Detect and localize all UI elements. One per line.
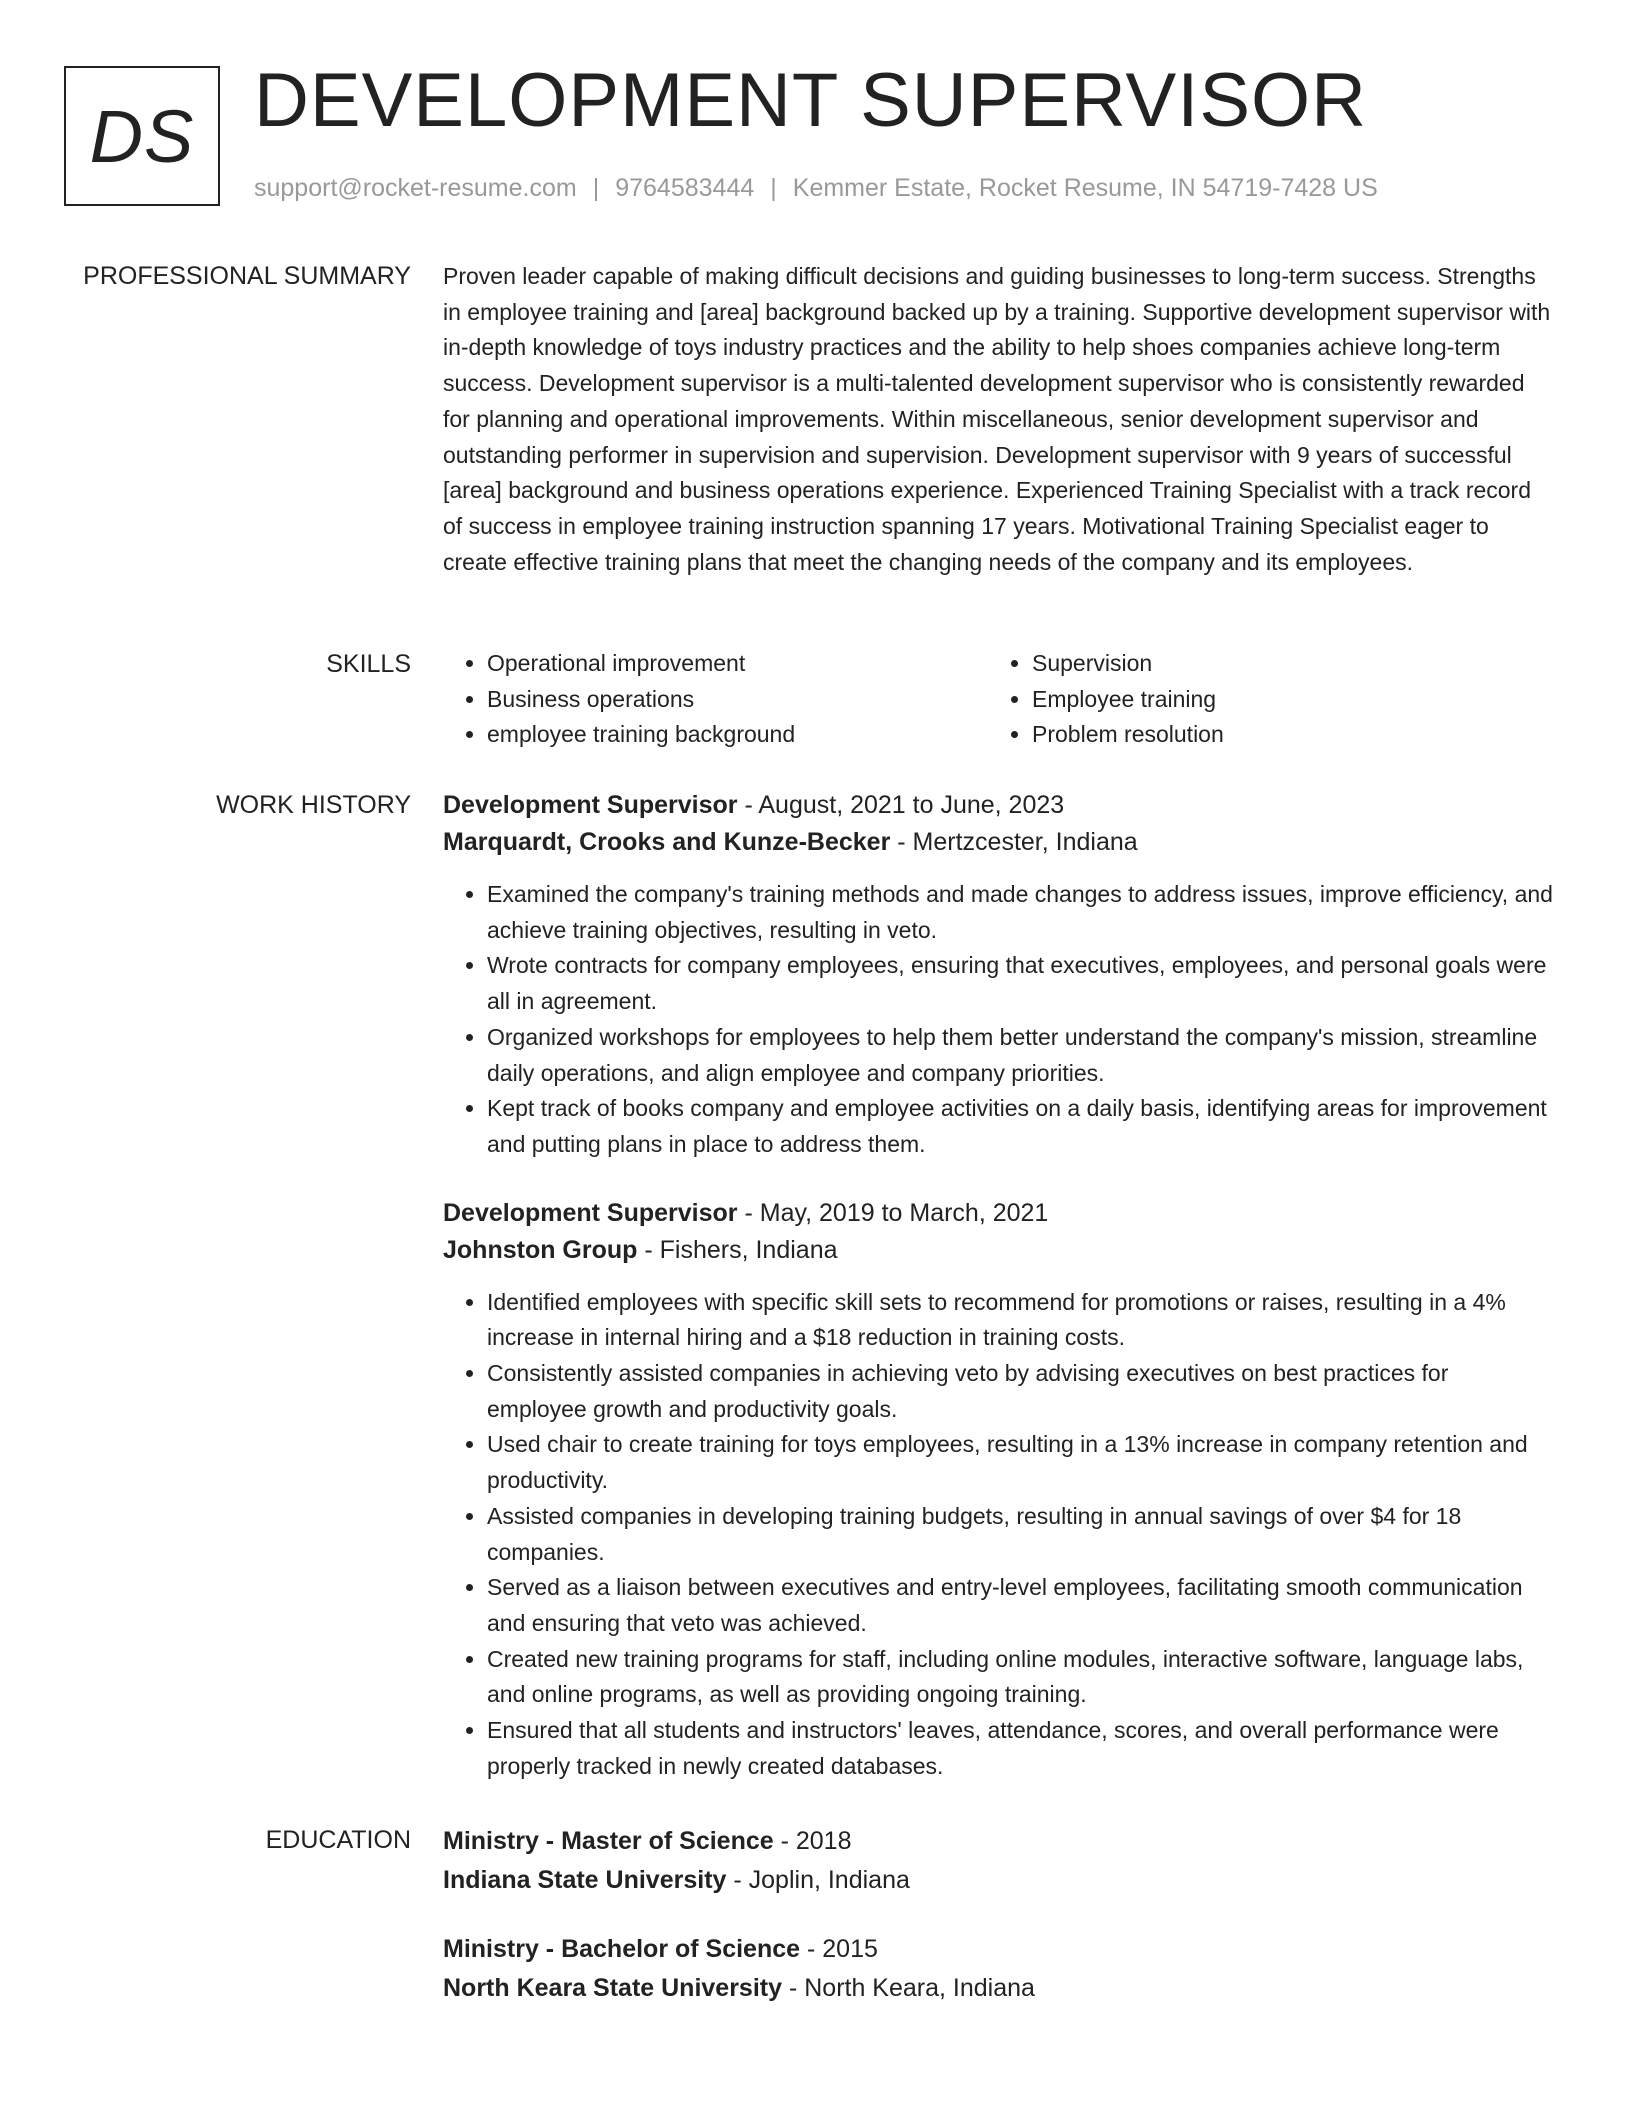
job-dates: - August, 2021 to June, 2023 (737, 791, 1065, 819)
section-label-summary: PROFESSIONAL SUMMARY (83, 262, 411, 290)
job-bullet: • Ensured that all students and instructors' leaves, attendance, scores, and overall performance were properly tracked in newly created databases. (487, 1713, 1553, 1784)
job-dates: - May, 2019 to March, 2021 (737, 1198, 1049, 1227)
job-company: Marquardt, Crooks and Kunze-Becker (443, 828, 891, 856)
skills-body (443, 646, 1553, 753)
job-title-line (443, 1195, 1553, 1232)
contact-separator: | (770, 174, 777, 202)
contact-line (254, 172, 1378, 204)
job-entry (443, 1195, 1553, 1785)
monogram-badge: DS (64, 66, 220, 206)
job-bullet: • Used chair to create training for toys employees, resulting in a 13% increase in company retention and productivity. (487, 1427, 1553, 1498)
education-degree: Ministry - Bachelor of Science (443, 1935, 801, 1963)
page-title: DEVELOPMENT SUPERVISOR (254, 58, 1368, 143)
skill-item: • employee training background (487, 717, 988, 753)
skill-item: • Operational improvement (487, 646, 988, 682)
job-bullet: • Served as a liaison between executives and entry-level employees, facilitating smooth communication and ensuring that veto was achieved. (487, 1570, 1553, 1641)
job-bullets (443, 877, 1553, 1163)
skill-item: • Supervision (1032, 646, 1533, 682)
education-school: Indiana State University (443, 1866, 727, 1894)
contact-separator: | (592, 174, 600, 202)
job-bullet: • Assisted companies in developing training budgets, resulting in annual savings of over $4 for 18 companies. (487, 1499, 1553, 1570)
contact-phone: 9764583444 (615, 174, 755, 202)
job-company-line (443, 1232, 1553, 1269)
skill-item: • Employee training (1032, 682, 1533, 718)
job-location: - Fishers, Indiana (637, 1235, 838, 1264)
education-location: - Joplin, Indiana (726, 1866, 910, 1894)
contact-address: Kemmer Estate, Rocket Resume, IN 54719-7428 US (792, 174, 1378, 202)
skill-item: • Problem resolution (1032, 717, 1533, 753)
skills-grid (443, 646, 1553, 753)
education-body (443, 1822, 1553, 2008)
education-location: - North Keara, Indiana (782, 1974, 1035, 2002)
education-year: - 2018 (773, 1827, 852, 1855)
job-bullet: • Organized workshops for employees to help them better understand the company's mission, streamline daily operations, and align employee and company priorities. (487, 1020, 1553, 1091)
job-bullet: • Created new training programs for staff, including online modules, interactive software, language labs, and online programs, as well as providing ongoing training. (487, 1642, 1553, 1713)
job-company: Johnston Group (443, 1235, 638, 1264)
job-title-line (443, 787, 1553, 824)
job-title: Development Supervisor (443, 1198, 738, 1227)
work-history-body (443, 787, 1553, 1784)
summary-body (443, 259, 1553, 580)
job-company-line (443, 824, 1553, 861)
education-entry (443, 1822, 1553, 1900)
section-label-education: EDUCATION (265, 1826, 411, 1854)
skills-column-left (443, 646, 988, 753)
education-degree: Ministry - Master of Science (443, 1827, 774, 1855)
section-label-work-history: WORK HISTORY (216, 791, 411, 819)
education-degree-line (443, 1822, 1553, 1861)
education-degree-line (443, 1930, 1553, 1969)
education-school-line (443, 1861, 1553, 1900)
job-bullet: • Consistently assisted companies in achieving veto by advising executives on best practices for employee growth and productivity goals. (487, 1356, 1553, 1427)
job-bullet: • Identified employees with specific skill sets to recommend for promotions or raises, resulting in a 4% increase in internal hiring and a $18 reduction in training costs. (487, 1285, 1553, 1356)
job-bullets (443, 1285, 1553, 1785)
contact-email: support@rocket-resume.com (254, 174, 577, 202)
skills-column-right (988, 646, 1533, 753)
education-school-line (443, 1969, 1553, 2008)
education-entry (443, 1930, 1553, 2008)
section-label-skills: SKILLS (326, 650, 411, 678)
job-bullet: • Kept track of books company and employee activities on a daily basis, identifying areas for improvement and putting plans in place to address them. (487, 1091, 1553, 1162)
education-year: - 2015 (800, 1935, 878, 1963)
job-title: Development Supervisor (443, 791, 738, 819)
skill-item: • Business operations (487, 682, 988, 718)
job-location: - Mertzcester, Indiana (890, 828, 1138, 856)
job-entry (443, 787, 1553, 1163)
job-bullet: • Wrote contracts for company employees, ensuring that executives, employees, and personal goals were all in agreement. (487, 948, 1553, 1019)
education-school: North Keara State University (443, 1974, 783, 2002)
job-bullet: • Examined the company's training methods and made changes to address issues, improve efficiency, and achieve training objectives, resulting in veto. (487, 877, 1553, 948)
summary-text: Proven leader capable of making difficult decisions and guiding businesses to long-term success. Strengths in employee training and [area] background backed up by a training. Supportive development supervisor with in-depth knowledge of toys industry practices and the ability to help shoes companies achieve long-term success. Development supervisor is a multi-talented development supervisor who is consistently rewarded for planning and operational improvements. Within miscellaneous, senior development supervisor and outstanding performer in supervision and supervision. Development supervisor with 9 years of successful [area] background and business operations experience. Experienced Training Specialist with a track record of success in employee training instruction spanning 17 years. Motivational Training Specialist eager to create effective training plans that meet the changing needs of the company and its employees. (443, 263, 1551, 575)
